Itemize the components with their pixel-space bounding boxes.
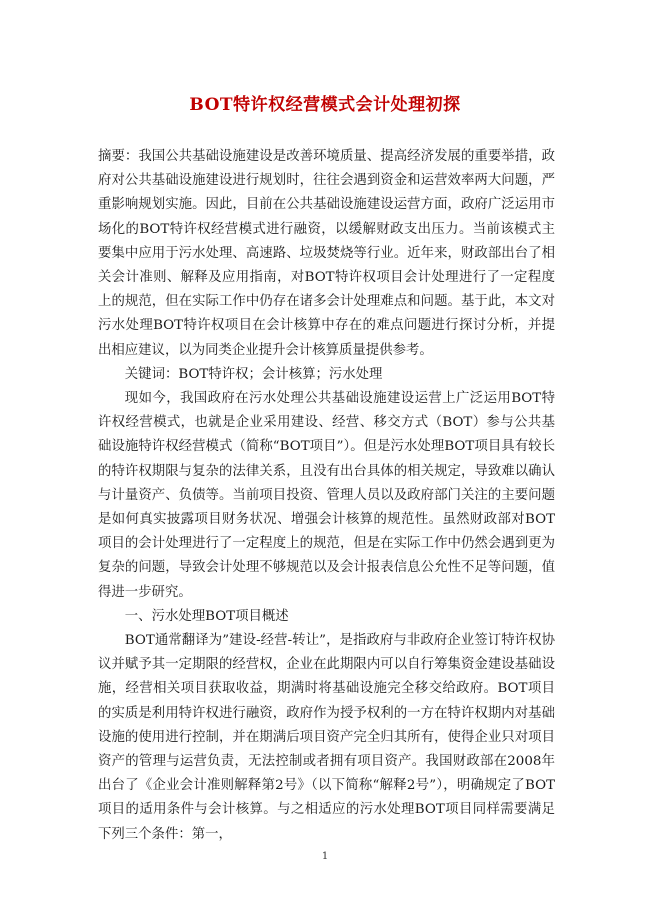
- page-number: 1: [321, 851, 329, 862]
- document-body: [98, 145, 555, 847]
- document-title: BOT特许权经营模式会计处理初探: [189, 95, 461, 115]
- keywords-paragraph: 关键词：BOT特许权；会计核算；污水处理: [124, 366, 383, 382]
- abstract-paragraph: 摘要：我国公共基础设施建设是改善环境质量、提高经济发展的重要举措，政府对公共基础设施建设进行规划时，往往会遇到资金和运营效率两大问题，严重影响规划实施。因此，目前在公共基础设施建设运营方面，政府广泛运用市场化的BOT特许权经营模式进行融资，以缓解财政支出压力。当前该模式主要集中应用于污水处理、高速路、垃圾焚烧等行业。近年来，财政部出台了相关会计准则、解释及应用指南，对BOT特许权项目会计处理进行了一定程度上的规范，但在实际工作中仍存在诸多会计处理难点和问题。基于此，本文对污水处理BOT特许权项目在会计核算中存在的难点问题进行探讨分析，并提出相应建议，以为同类企业提升会计核算质量提供参考。: [98, 149, 555, 358]
- section-paragraph: BOT通常翻译为”建设-经营-转让”，是指政府与非政府企业签订特许权协议并赋予其一定期限的经营权，企业在此期限内可以自行筹集资金建设基础设施，经营相关项目获取收益，期满时将基础设施完全移交给政府。BOT项目的实质是利用特许权进行融资，政府作为授予权利的一方在特许权期内对基础设施的使用进行控制，并在期满后项目资产完全归其所有，使得企业只对项目资产的管理与运营负责，无法控制或者拥有项目资产。我国财政部在2008年出台了《企业会计准则解释第2号》（以下简称“解释2号”），明确规定了BOT项目的适用条件与会计核算。与之相适应的污水处理BOT项目同样需要满足下列三个条件：第一，: [98, 633, 555, 842]
- section-heading: 一、污水处理BOT项目概述: [124, 608, 289, 624]
- introduction-paragraph: 现如今，我国政府在污水处理公共基础设施建设运营上广泛运用BOT特许权经营模式，也就是企业采用建设、经营、移交方式（BOT）参与公共基础设施特许权经营模式（简称“BOT项目”）。但是污水处理BOT项目具有较长的特许权期限与复杂的法律关系，且没有出台具体的相关规定，导致难以确认与计量资产、负债等。当前项目投资、管理人员以及政府部门关注的主要问题是如何真实披露项目财务状况、增强会计核算的规范性。虽然财政部对BOT项目的会计处理进行了一定程度上的规范，但是在实际工作中仍然会遇到更为复杂的问题，导致会计处理不够规范以及会计报表信息公允性不足等问题，值得进一步研究。: [98, 391, 555, 600]
